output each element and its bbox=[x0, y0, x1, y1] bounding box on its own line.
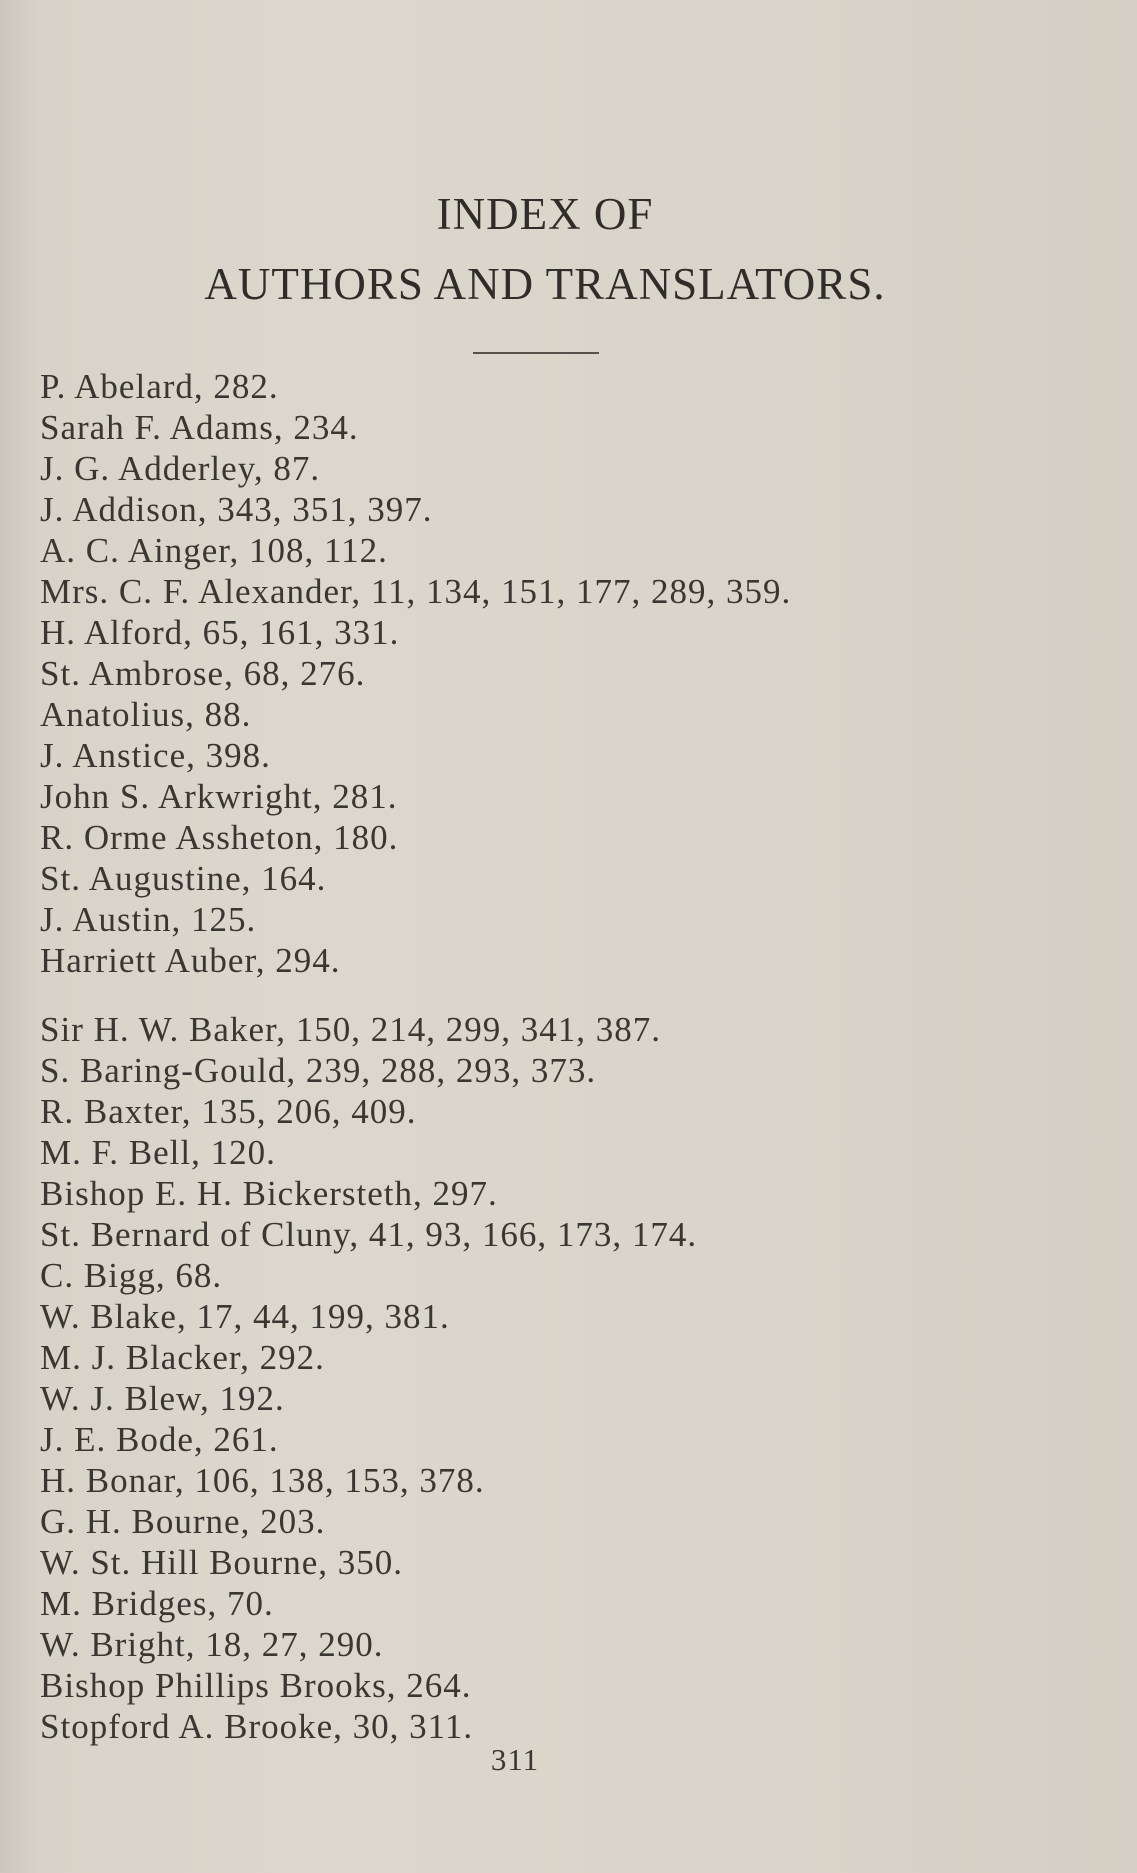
index-entry: S. Baring-Gould, 239, 288, 293, 373. bbox=[40, 1051, 597, 1090]
index-entry: Sir H. W. Baker, 150, 214, 299, 341, 387. bbox=[40, 1010, 661, 1049]
index-entry: W. J. Blew, 192. bbox=[40, 1379, 285, 1418]
index-entry: John S. Arkwright, 281. bbox=[40, 777, 398, 816]
index-entry: Stopford A. Brooke, 30, 311. bbox=[40, 1707, 474, 1746]
index-entry: M. F. Bell, 120. bbox=[40, 1133, 276, 1172]
index-entry: Bishop E. H. Bickersteth, 297. bbox=[40, 1174, 498, 1213]
index-entry: P. Abelard, 282. bbox=[40, 367, 279, 406]
index-entry: R. Orme Assheton, 180. bbox=[40, 818, 399, 857]
index-entry: W. St. Hill Bourne, 350. bbox=[40, 1543, 403, 1582]
index-entry: A. C. Ainger, 108, 112. bbox=[40, 531, 388, 570]
index-entry: J. G. Adderley, 87. bbox=[40, 449, 321, 488]
index-entry: J. Austin, 125. bbox=[40, 900, 257, 939]
page-number: 311 bbox=[490, 1742, 540, 1777]
index-title-line-1: INDEX OF bbox=[436, 189, 654, 239]
index-entry: C. Bigg, 68. bbox=[40, 1256, 223, 1295]
index-entry: R. Baxter, 135, 206, 409. bbox=[40, 1092, 417, 1131]
index-entry: St. Bernard of Cluny, 41, 93, 166, 173, 174. bbox=[40, 1215, 698, 1254]
index-entry: J. Anstice, 398. bbox=[40, 736, 271, 775]
index-entry: M. Bridges, 70. bbox=[40, 1584, 274, 1623]
title-divider bbox=[473, 352, 599, 354]
index-entry: H. Bonar, 106, 138, 153, 378. bbox=[40, 1461, 485, 1500]
index-entry: W. Blake, 17, 44, 199, 381. bbox=[40, 1297, 450, 1336]
index-entry: J. E. Bode, 261. bbox=[40, 1420, 279, 1459]
index-entry: H. Alford, 65, 161, 331. bbox=[40, 613, 400, 652]
index-entry: G. H. Bourne, 203. bbox=[40, 1502, 326, 1541]
index-entry: M. J. Blacker, 292. bbox=[40, 1338, 325, 1377]
index-entry: Anatolius, 88. bbox=[40, 695, 252, 734]
index-entry: St. Augustine, 164. bbox=[40, 859, 327, 898]
index-entry: J. Addison, 343, 351, 397. bbox=[40, 490, 433, 529]
index-entry: Sarah F. Adams, 234. bbox=[40, 408, 359, 447]
index-entry: Mrs. C. F. Alexander, 11, 134, 151, 177, 289, 359. bbox=[40, 572, 792, 611]
index-title-line-2: AUTHORS AND TRANSLATORS. bbox=[204, 259, 886, 309]
index-entry: Harriett Auber, 294. bbox=[40, 941, 341, 980]
index-entry: Bishop Phillips Brooks, 264. bbox=[40, 1666, 472, 1705]
index-entry: W. Bright, 18, 27, 290. bbox=[40, 1625, 384, 1664]
index-entry: St. Ambrose, 68, 276. bbox=[40, 654, 366, 693]
